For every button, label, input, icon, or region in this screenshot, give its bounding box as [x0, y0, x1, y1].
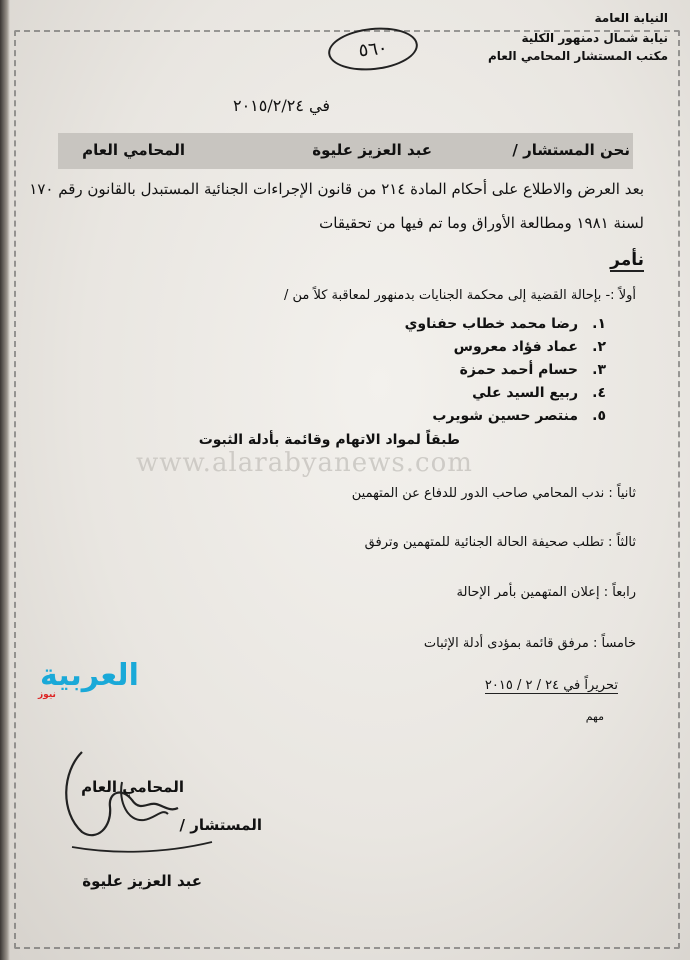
issuer-title: المحامي العام: [82, 141, 185, 159]
defendant-name: ربيع السيد علي: [472, 385, 578, 401]
body-text-line-1: بعد العرض والاطلاع على أحكام المادة ٢١٤ من قانون الإجراءات الجنائية المستبدل بالقانون رقم ١٧٠: [29, 180, 644, 198]
urgent-note: مهم: [585, 710, 604, 723]
handwritten-signature: [52, 742, 222, 862]
defendant-item: [472, 385, 606, 401]
alarabyanews-logo-sub: نيوز: [38, 690, 56, 700]
first-clause: أولاً :- بإحالة القضية إلى محكمة الجنايات بدمنهور لمعاقبة كلاً من /: [283, 288, 636, 303]
body-text-line-2: لسنة ١٩٨١ ومطالعة الأوراق وما تم فيها من تحقيقات: [319, 214, 644, 232]
defendant-item: [432, 408, 606, 424]
third-clause: ثالثاً : تطلب صحيفة الحالة الجنائية للمتهمين وترفق: [364, 535, 636, 550]
watermark: www.alarabyanews.com: [136, 448, 473, 478]
order-heading: نأمر: [610, 250, 644, 270]
case-number-stamp: ٥٦٠: [326, 23, 420, 74]
header-office: مكتب المستشار المحامي العام: [487, 49, 668, 63]
defendant-number: ٥.: [592, 408, 606, 424]
per-charges-note: طبقاً لمواد الاتهام وقائمة بأدلة الثبوت: [198, 432, 460, 448]
defendant-item: [454, 339, 606, 355]
issuer-prefix: نحن المستشار /: [512, 141, 630, 159]
document-date: في ٢٠١٥/٢/٢٤: [232, 96, 330, 115]
defendant-item: [460, 362, 606, 378]
defendant-number: ٤.: [592, 385, 606, 401]
defendant-name: رضا محمد خطاب حفناوي: [404, 316, 578, 332]
defendant-number: ١.: [592, 316, 606, 332]
issue-date: تحريراً في ٢٤ / ٢ / ٢٠١٥: [484, 678, 618, 693]
fifth-clause: خامساً : مرفق قائمة بمؤدى أدلة الإثبات: [423, 636, 636, 651]
fourth-clause: رابعاً : إعلان المتهمين بأمر الإحالة: [456, 585, 636, 600]
defendant-name: عماد فؤاد معروس: [453, 339, 578, 355]
issuer-name: عبد العزيز عليوة: [312, 141, 432, 159]
page-shadow: [0, 0, 10, 960]
header-prosecution: نيابة شمال دمنهور الكلية: [521, 31, 668, 45]
second-clause: ثانياً : ندب المحامي صاحب الدور للدفاع عن المتهمين: [351, 486, 636, 501]
signature-name: عبد العزيز عليوة: [82, 872, 202, 890]
signature-title: المحامي العام: [81, 778, 184, 796]
header-authority: النيابة العامة: [594, 11, 668, 25]
defendant-number: ٣.: [592, 362, 606, 378]
defendant-name: حسام أحمد حمزة: [459, 362, 578, 378]
defendant-number: ٢.: [592, 339, 606, 355]
defendant-name: منتصر حسين شويرب: [432, 408, 578, 424]
signature-label: المستشار /: [179, 816, 262, 834]
defendant-item: [405, 316, 606, 332]
alarabyanews-logo: العربية: [40, 658, 139, 693]
